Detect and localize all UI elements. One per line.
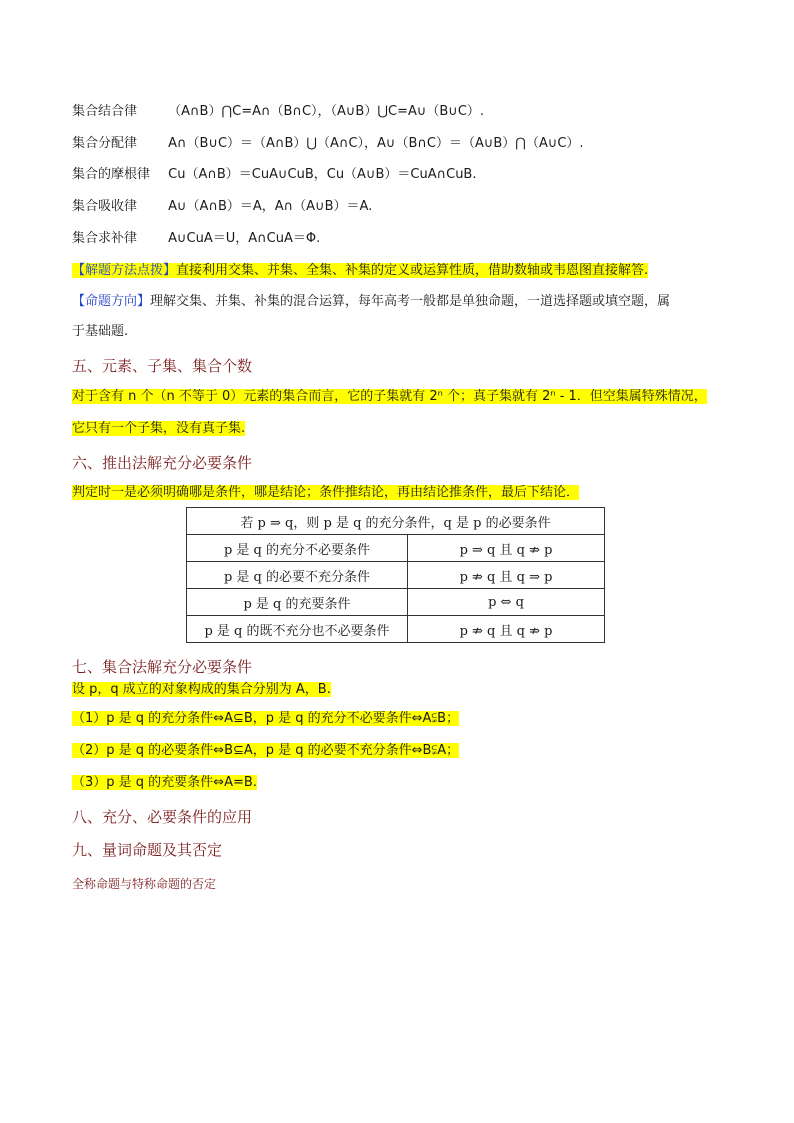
proposition-direction-line1: 理解交集、并集、补集的混合运算，每年高考一般都是单独命题，一道选择题或填空题，属 xyxy=(150,294,671,309)
law-absorption xyxy=(72,198,372,216)
law-name: 集合的摩根律 xyxy=(72,167,151,182)
law-complement xyxy=(72,230,320,248)
table-cell-condition: p 是 q 的必要不充分条件 xyxy=(187,562,408,589)
law-name: 集合吸收律 xyxy=(72,199,138,214)
section7-item: （3）p 是 q 的充要条件⇔A=B. xyxy=(72,775,257,790)
section8-title: 八、充分、必要条件的应用 xyxy=(72,808,253,826)
condition-table xyxy=(186,507,605,643)
table-cell-relation: p ⇒ q 且 q ⇏ p xyxy=(408,535,605,562)
proposition-direction-tag: 【命题方向】 xyxy=(72,294,151,309)
section7-item: （1）p 是 q 的充分条件⇔A⊆B，p 是 q 的充分不必要条件⇔A⫋B； xyxy=(72,711,460,726)
law-formula: （A∩B）⋂C=A∩（B∩C），（A∪B）⋃C=A∪（B∪C）. xyxy=(168,104,485,119)
table-header-row xyxy=(187,508,605,535)
table-header: 若 p ⇒ q，则 p 是 q 的充分条件，q 是 p 的必要条件 xyxy=(187,508,605,535)
table-row xyxy=(187,535,605,562)
section9-title: 九、量词命题及其否定 xyxy=(72,841,223,859)
table-row xyxy=(187,589,605,616)
table-cell-relation: p ⇏ q 且 q ⇏ p xyxy=(408,616,605,643)
law-formula: A∪CuA＝U，A∩CuA＝Φ. xyxy=(168,231,321,246)
table-cell-relation: p ⇏ q 且 q ⇒ p xyxy=(408,562,605,589)
section5-line1: 对于含有 n 个（n 不等于 0）元素的集合而言，它的子集就有 2ⁿ 个；真子集就有 2ⁿ - 1．但空集属特殊情况， xyxy=(72,389,707,404)
section7-intro: 设 p，q 成立的对象构成的集合分别为 A，B. xyxy=(72,682,331,697)
section9-subtitle: 全称命题与特称命题的否定 xyxy=(72,877,217,891)
law-formula: A∩（B∪C）＝（A∩B）⋃（A∩C），A∪（B∩C）＝（A∪B）⋂（A∪C）. xyxy=(168,136,584,151)
table-cell-condition: p 是 q 的充要条件 xyxy=(187,589,408,616)
table-cell-relation: p ⇔ q xyxy=(408,589,605,616)
table-cell-condition: p 是 q 的充分不必要条件 xyxy=(187,535,408,562)
table-cell-condition: p 是 q 的既不充分也不必要条件 xyxy=(187,616,408,643)
law-name: 集合分配律 xyxy=(72,136,138,151)
proposition-direction-cont: 于基础题. xyxy=(72,324,129,339)
section7-item: （2）p 是 q 的必要条件⇔B⊆A，p 是 q 的必要不充分条件⇔B⫋A； xyxy=(72,743,460,758)
method-tip-text: 直接利用交集、并集、全集、补集的定义或运算性质，借助数轴或韦恩图直接解答. xyxy=(176,263,649,278)
proposition-direction xyxy=(72,293,670,311)
section5-title: 五、元素、子集、集合个数 xyxy=(72,357,253,375)
law-name: 集合求补律 xyxy=(72,231,138,246)
law-de-morgan xyxy=(72,166,476,184)
section5-line2: 它只有一个子集，没有真子集. xyxy=(72,421,246,436)
section6-title: 六、推出法解充分必要条件 xyxy=(72,454,253,472)
method-tip-tag: 【解题方法点拨】 xyxy=(72,263,177,278)
method-tip xyxy=(72,262,648,280)
law-formula: Cu（A∩B）＝CuA∪CuB，Cu（A∪B）＝CuA∩CuB. xyxy=(168,167,477,182)
law-distributive xyxy=(72,135,584,153)
table-row xyxy=(187,616,605,643)
section6-intro: 判定时一是必须明确哪是条件，哪是结论；条件推结论，再由结论推条件，最后下结论． xyxy=(72,485,580,500)
table-row xyxy=(187,562,605,589)
law-associative xyxy=(72,103,484,121)
law-formula: A∪（A∩B）＝A，A∩（A∪B）＝A. xyxy=(168,199,373,214)
law-name: 集合结合律 xyxy=(72,104,138,119)
section7-title: 七、集合法解充分必要条件 xyxy=(72,658,253,676)
